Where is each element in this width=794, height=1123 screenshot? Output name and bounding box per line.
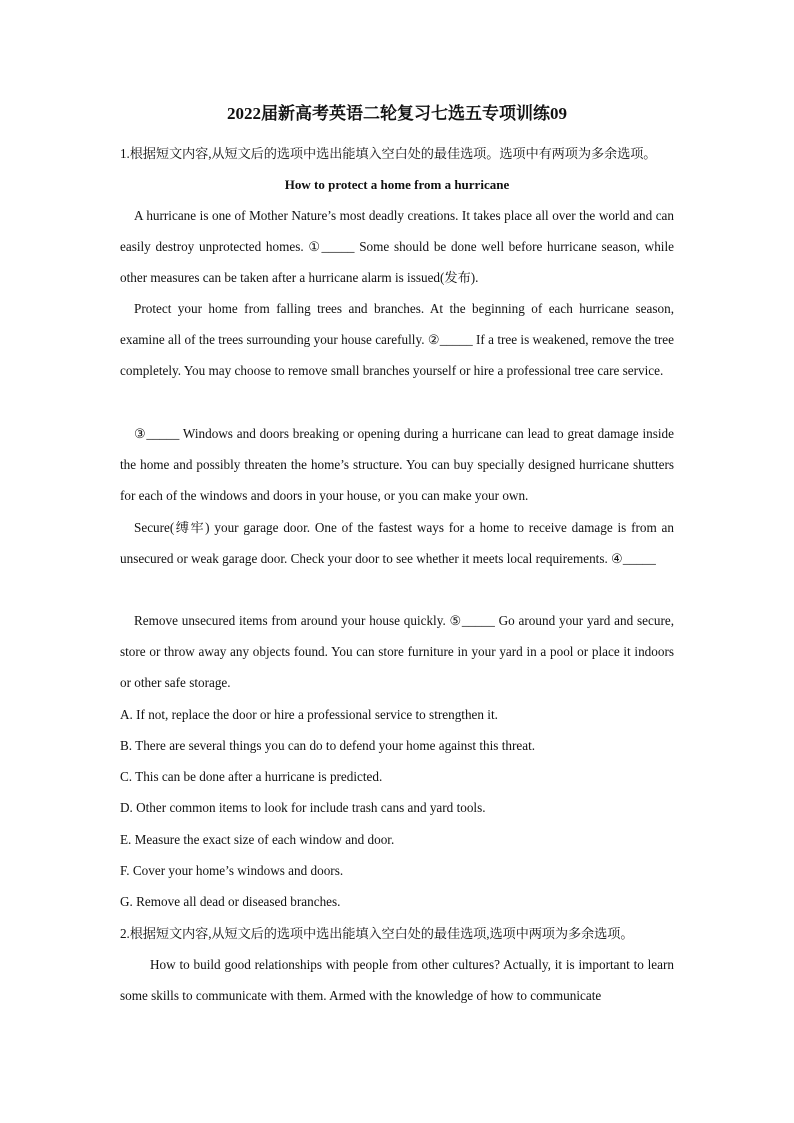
passage-1-paragraph-2: Protect your home from falling trees and branches. At the beginning of each hurricane season, examine all of the trees surrounding your house carefully. ②_____ If a tree is weakened, remove the tree completely. You may choose to remove small branches yourself or hire a professional tree care service. (120, 301, 674, 379)
passage-2-paragraph-1: How to build good relationships with people from other cultures? Actually, it is important to learn some skills to communicate with them. Armed with the knowledge of how to communicate (120, 957, 674, 1004)
option-c: C. This can be done after a hurricane is predicted. (120, 769, 383, 784)
passage-1-paragraph-3: ③_____ Windows and doors breaking or opening during a hurricane can lead to great damage inside the home and possibly threaten the home’s structure. You can buy specially designed hurricane shutters for each of the windows and doors in your house, or you can make your own. (120, 426, 674, 504)
option-e: E. Measure the exact size of each window and door. (120, 832, 395, 847)
question-1-instruction: 1.根据短文内容,从短文后的选项中选出能填入空白处的最佳选项。选项中有两项为多余选项。 (120, 146, 657, 161)
page-title: 2022届新高考英语二轮复习七选五专项训练09 (227, 104, 567, 123)
option-g: G. Remove all dead or diseased branches. (120, 894, 341, 909)
passage-1-paragraph-5: Remove unsecured items from around your house quickly. ⑤_____ Go around your yard and secure, store or throw away any objects found. You can store furniture in your yard in a pool or place it indoors or other safe storage. (120, 613, 674, 691)
passage-1-title: How to protect a home from a hurricane (284, 177, 510, 192)
option-f: F. Cover your home’s windows and doors. (120, 863, 344, 878)
option-a: A. If not, replace the door or hire a professional service to strengthen it. (120, 707, 498, 722)
option-d: D. Other common items to look for include trash cans and yard tools. (120, 800, 486, 815)
passage-1-paragraph-1: A hurricane is one of Mother Nature’s most deadly creations. It takes place all over the world and can easily destroy unprotected homes. ①_____ Some should be done well before hurricane season, while other measures can be taken after a hurricane alarm is issued(发布). (120, 208, 674, 286)
passage-1-paragraph-4: Secure(缚牢) your garage door. One of the fastest ways for a home to receive damage is from an unsecured or weak garage door. Check your door to see whether it meets local requirements. ④_____ (120, 520, 674, 567)
question-2-instruction: 2.根据短文内容,从短文后的选项中选出能填入空白处的最佳选项,选项中两项为多余选项。 (120, 926, 634, 941)
option-b: B. There are several things you can do to defend your home against this threat. (120, 738, 536, 753)
